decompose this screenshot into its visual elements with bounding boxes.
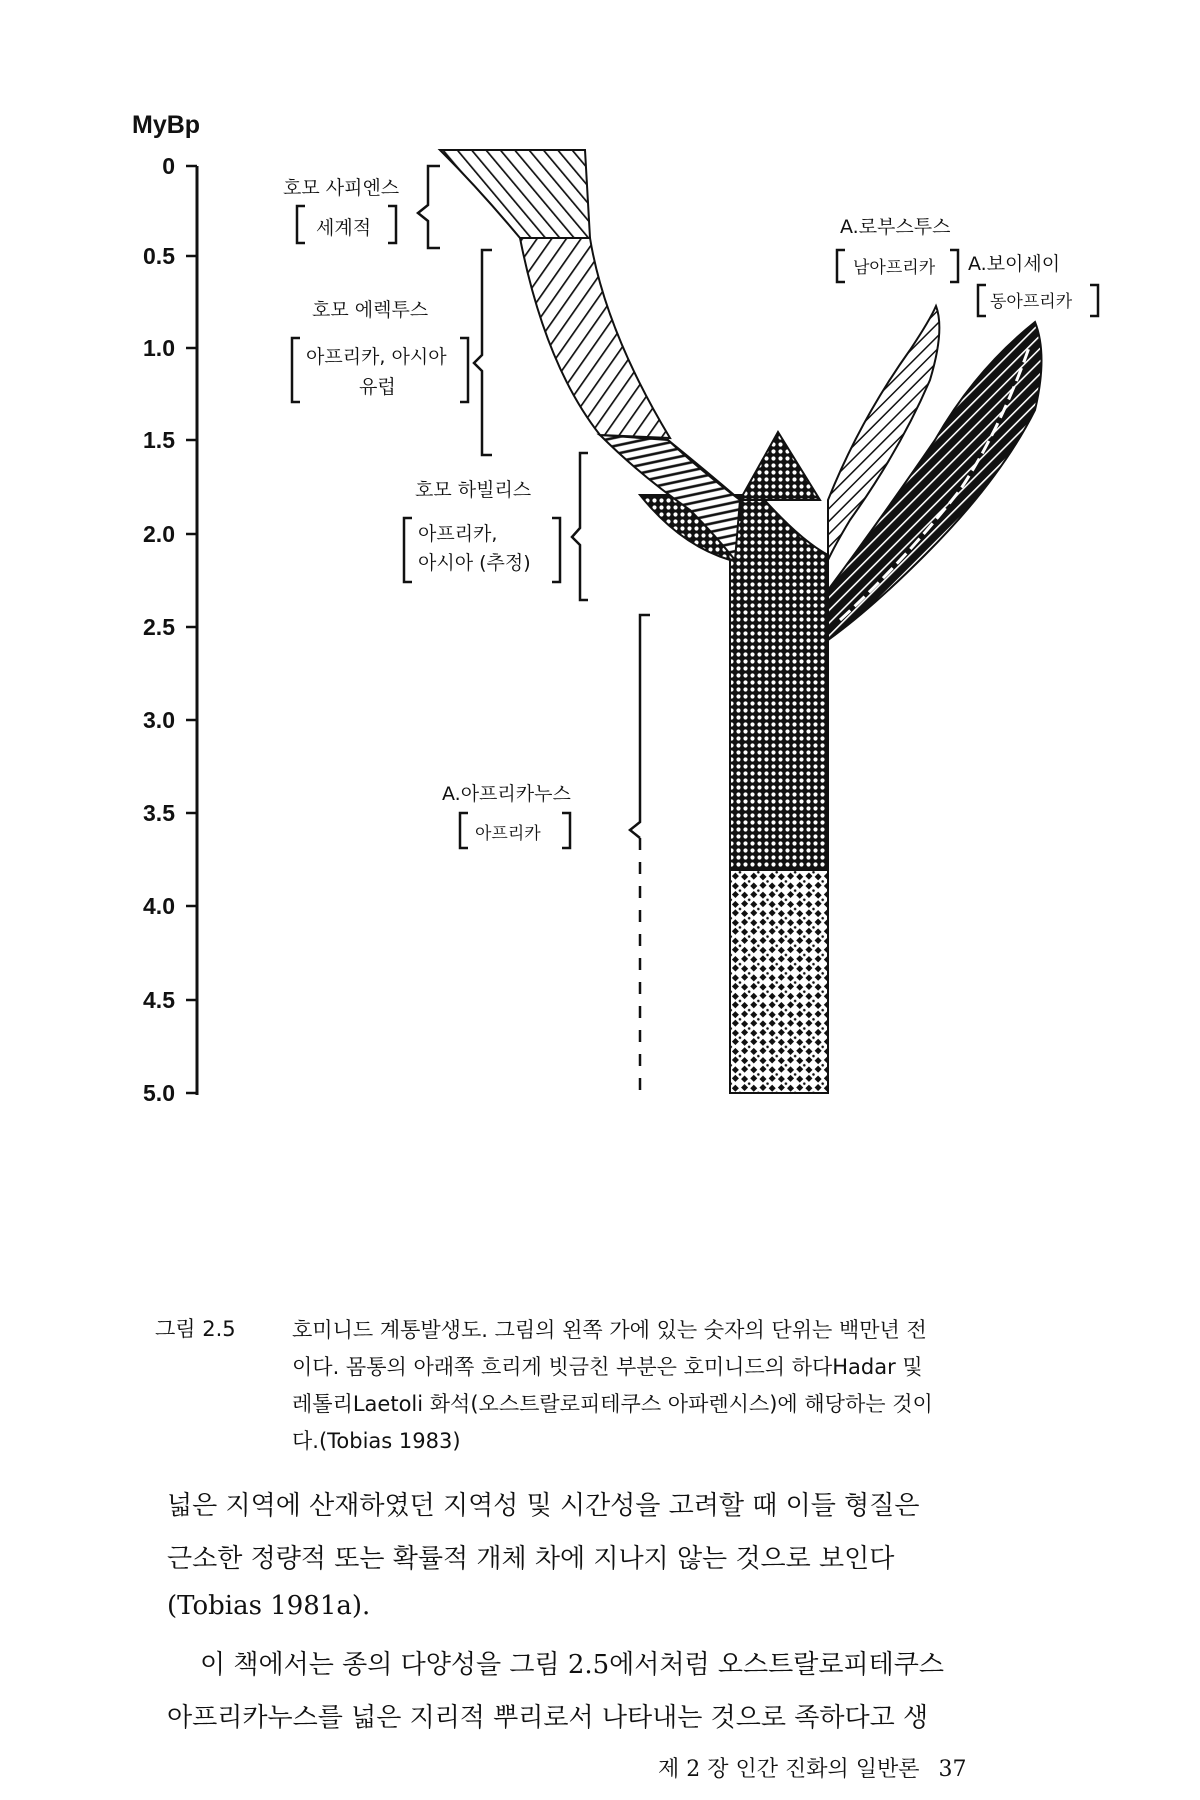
trunk-spike (740, 432, 820, 500)
caption-line: 이다. 몸통의 아래쪽 흐리게 빗금친 부분은 호미니드의 하다Hadar 및 (292, 1355, 923, 1379)
tick-label: 2.5 (143, 614, 175, 640)
habilis-brace (572, 453, 588, 600)
body-line: 이 책에서는 종의 다양성을 그림 2.5에서처럼 오스트랄로피테쿠스 (200, 1650, 944, 1680)
habilis-name: 호모 하빌리스 (415, 479, 532, 501)
phylogeny-tree (440, 150, 1042, 1093)
erectus-name: 호모 에렉투스 (312, 299, 429, 321)
tick-label: 1.0 (143, 335, 175, 361)
tick-label: 1.5 (143, 427, 175, 453)
habilis-range-line2: 아시아 (추정) (418, 552, 531, 574)
hadar-laetoli-section (730, 870, 828, 1093)
body-line: 넓은 지역에 산재하였던 지역성 및 시간성을 고려할 때 이들 형질은 (167, 1491, 920, 1521)
label-brackets (418, 166, 650, 1090)
tick-label: 3.5 (143, 800, 175, 826)
page-footer (658, 1752, 966, 1783)
axis-title: MyBp (132, 111, 201, 139)
tick-label: 0.5 (143, 243, 175, 269)
erectus-brace (474, 250, 492, 455)
robustus-range: 남아프리카 (853, 258, 936, 278)
caption-line: 다.(Tobias 1983) (292, 1429, 461, 1453)
time-axis (132, 111, 200, 1106)
tick-label: 3.0 (143, 707, 175, 733)
erectus-range-line1: 아프리카, 아시아 (306, 346, 447, 368)
sapiens-name: 호모 사피엔스 (283, 177, 400, 199)
boisei-range: 동아프리카 (990, 292, 1073, 312)
africanus-name: A.아프리카누스 (442, 783, 571, 805)
body-line: 아프리카누스를 넓은 지리적 뿌리로서 나타내는 것으로 족하다고 생 (167, 1703, 929, 1733)
axis-ticks (186, 166, 197, 1093)
robustus-name: A.로부스투스 (840, 216, 951, 238)
africanus-range: 아프리카 (475, 824, 541, 844)
sapiens-brace (418, 166, 440, 248)
erectus-range-line2: 유럽 (359, 376, 396, 398)
page-number: 37 (938, 1757, 967, 1782)
caption-number: 그림 2.5 (155, 1317, 236, 1341)
africanus-brace-dashed (640, 838, 650, 1090)
boisei-name: A.보이세이 (968, 253, 1061, 275)
caption-line: 레톨리Laetoli 화석(오스트랄로피테쿠스 아파렌시스)에 해당하는 것이 (292, 1392, 933, 1416)
habilis-range-line1: 아프리카, (418, 523, 498, 545)
body-line: (Tobias 1981a). (167, 1591, 371, 1621)
sapiens-branch (440, 150, 590, 238)
body-line: 근소한 정량적 또는 확률적 개체 차에 지나지 않는 것으로 보인다 (167, 1544, 895, 1574)
caption-line: 호미니드 계통발생도. 그림의 왼쪽 가에 있는 숫자의 단위는 백만년 전 (292, 1318, 927, 1342)
tick-label: 0 (162, 153, 175, 179)
tick-label: 4.0 (143, 893, 175, 919)
chapter-title: 제 2 장 인간 진화의 일반론 (658, 1757, 920, 1782)
africanus-brace (630, 615, 650, 838)
tick-label: 5.0 (143, 1080, 175, 1106)
erectus-branch (520, 238, 670, 438)
tick-label: 2.0 (143, 521, 175, 547)
sapiens-range: 세계적 (316, 217, 372, 239)
tick-label: 4.5 (143, 987, 175, 1013)
